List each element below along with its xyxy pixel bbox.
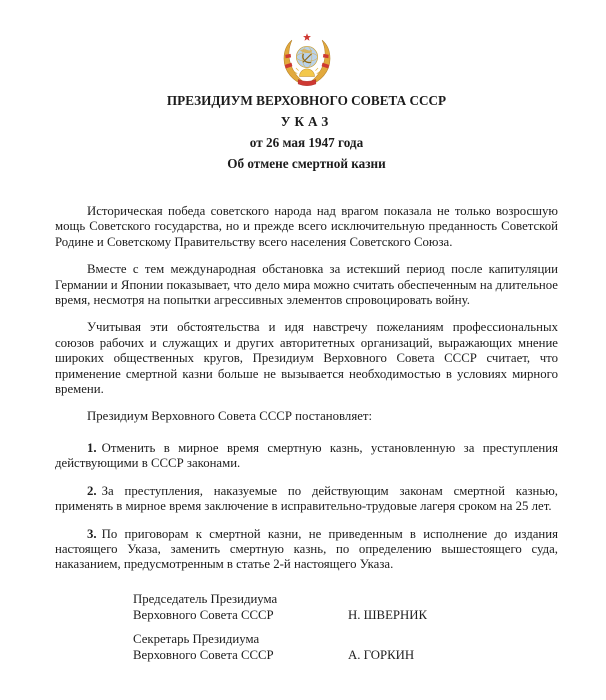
red-star-icon	[303, 33, 311, 41]
sun-icon	[299, 69, 314, 77]
ussr-emblem-icon	[276, 32, 338, 89]
document-header	[55, 90, 558, 174]
decree-item-3	[55, 527, 558, 573]
document-type: УКАЗ	[280, 114, 333, 129]
chairman-title-line-2: Верховного Совета СССР	[133, 607, 274, 622]
signature-block	[55, 591, 558, 663]
globe-icon	[296, 46, 317, 67]
document-date: от 26 мая 1947 года	[249, 135, 364, 150]
item-2-number: 2.	[87, 483, 97, 498]
chairman-title-line-1: Председатель Президиума	[133, 591, 278, 606]
document-body	[55, 204, 558, 573]
paragraph-3: Учитывая эти обстоятельства и идя навстречу пожеланиям профессиональных союзов рабочих и служащих и других авторитетных организаций, выражающих мнение широких общественных кругов, Президиум Верховного Совета СССР считает, что применение смертной казни больше не вызывается необходимостью в условиях мирного времени.	[55, 320, 558, 397]
chairman-title	[133, 591, 348, 623]
secretary-title-line-1: Секретарь Президиума	[133, 631, 260, 646]
signature-chairman	[133, 591, 558, 623]
item-3-text: По приговорам к смертной казни, не приведенным в исполнение до издания настоящего Указа, заменить смертную казнь, по определению вышестоящего суда, наказанием, предусмотренным в статье 2-й настоящего Указа.	[55, 526, 558, 572]
secretary-title-line-2: Верховного Совета СССР	[133, 647, 274, 662]
chairman-name: Н. ШВЕРНИК	[348, 607, 428, 622]
secretary-title	[133, 631, 348, 663]
item-3-number: 3.	[87, 526, 97, 541]
signature-secretary	[133, 631, 558, 663]
item-1-text: Отменить в мирное время смертную казнь, установленную за преступления действующими в СССР законами.	[55, 440, 558, 471]
item-1-number: 1.	[87, 440, 97, 455]
emblem-container	[55, 0, 558, 90]
resolution-line: Президиум Верховного Совета СССР постановляет:	[87, 409, 373, 424]
paragraph-2: Вместе с тем международная обстановка за истекший период после капитуляции Германии и Японии показывает, что дело мира можно считать обеспеченным на длительное время, несмотря на попытки агрессивных элементов спровоцировать войну.	[55, 262, 558, 308]
item-2-text: За преступления, наказуемые по действующим законам смертной казнью, применять в мирное время заключение в исправительно-трудовые лагеря сроком на 25 лет.	[55, 483, 558, 514]
issuing-authority: ПРЕЗИДИУМ ВЕРХОВНОГО СОВЕТА СССР	[166, 93, 447, 108]
document-title: Об отмене смертной казни	[227, 156, 386, 171]
decree-item-2	[55, 484, 558, 515]
secretary-name: А. ГОРКИН	[348, 647, 415, 662]
paragraph-1: Историческая победа советского народа над врагом показала не только возросшую мощь Советского государства, но и прежде всего исключительную преданность Советской Родине и Советскому Правительству всего населения Советского Союза.	[55, 204, 558, 249]
ribbon-bottom	[298, 80, 316, 86]
decree-item-1	[55, 441, 558, 472]
